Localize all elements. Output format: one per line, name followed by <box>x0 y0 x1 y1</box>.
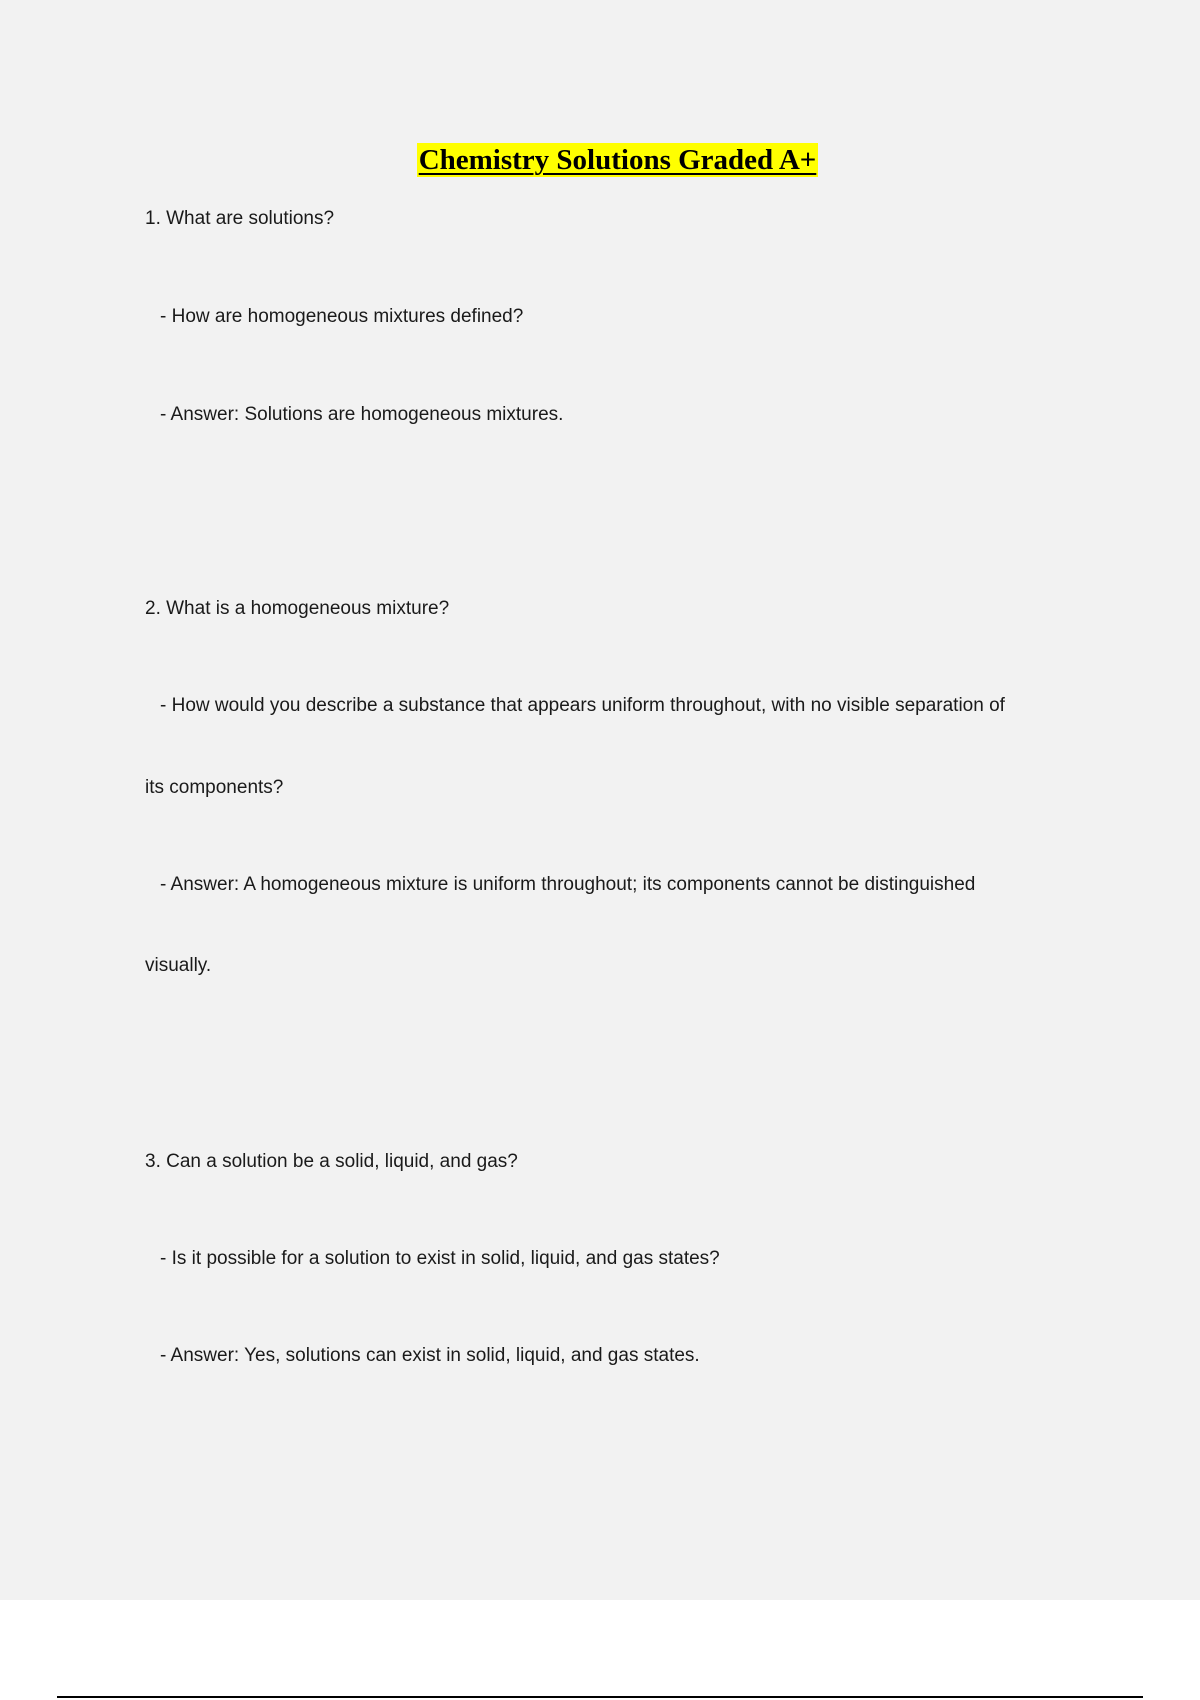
question-2-answer-line-1: - Answer: A homogeneous mixture is uniform throughout; its components cannot be distinguished <box>160 874 976 895</box>
question-3: 3. Can a solution be a solid, liquid, and gas? <box>145 1151 518 1172</box>
question-1-prompt: - How are homogeneous mixtures defined? <box>160 306 524 327</box>
question-3-answer: - Answer: Yes, solutions can exist in solid, liquid, and gas states. <box>160 1345 700 1366</box>
title-container <box>0 143 1200 177</box>
question-2-answer-line-2: visually. <box>145 955 212 976</box>
question-1-answer: - Answer: Solutions are homogeneous mixtures. <box>160 404 564 425</box>
question-2: 2. What is a homogeneous mixture? <box>145 598 450 619</box>
question-3-prompt: - Is it possible for a solution to exist in solid, liquid, and gas states? <box>160 1248 720 1269</box>
question-2-prompt-line-2: its components? <box>145 777 284 798</box>
question-1: 1. What are solutions? <box>145 208 335 229</box>
question-2-prompt-line-1: - How would you describe a substance that appears uniform throughout, with no visible separation of <box>160 695 1005 716</box>
document-title: Chemistry Solutions Graded A+ <box>418 144 817 176</box>
footer-divider <box>57 1696 1143 1698</box>
